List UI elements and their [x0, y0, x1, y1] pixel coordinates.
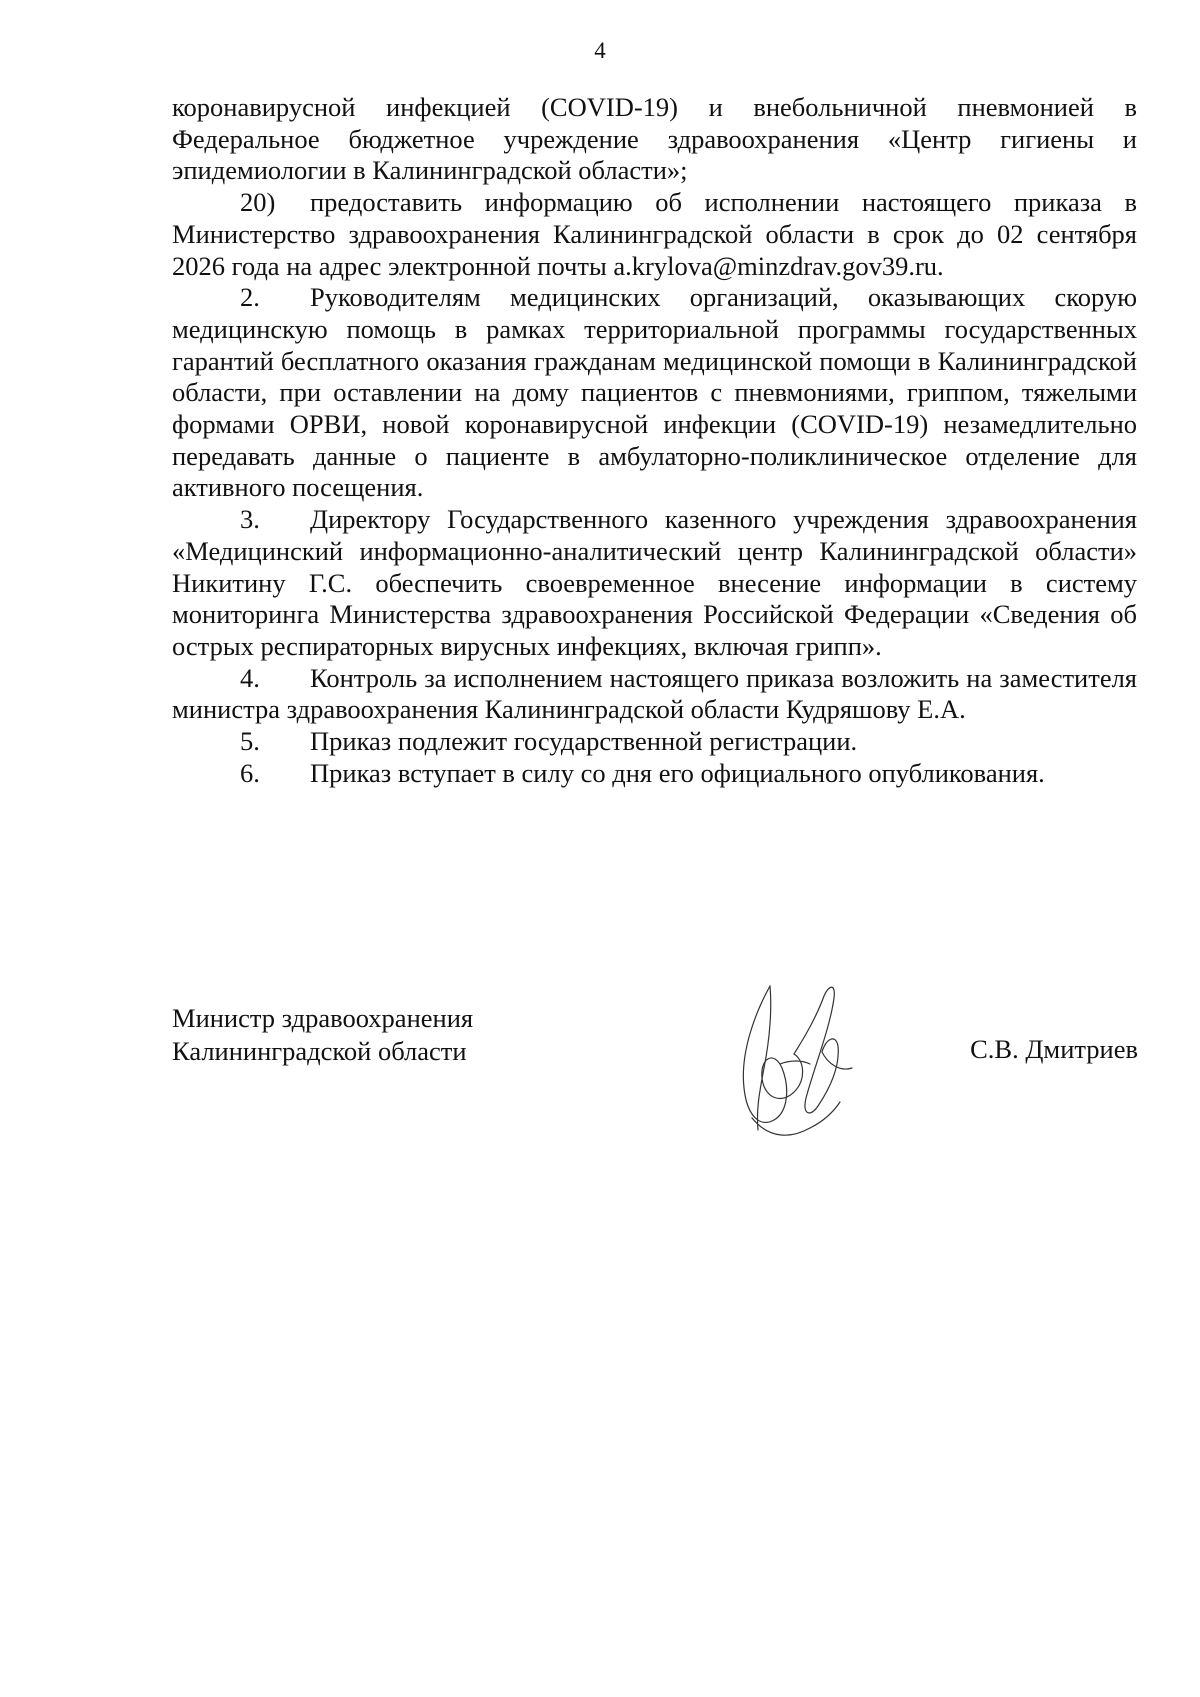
item-number: 20) — [240, 187, 276, 218]
paragraph-item-4 — [172, 663, 1137, 726]
signatory-title-line-2: Калининградской области — [172, 1036, 467, 1066]
paragraph-item-2 — [172, 282, 1137, 504]
paragraph-text: Контроль за исполнением настоящего приказа возложить на заместителя министра здравоохранения Калининградской области Кудряшову Е.А. — [172, 662, 1137, 725]
item-number: 2. — [240, 282, 260, 313]
item-number: 5. — [240, 726, 260, 757]
paragraph-item-3 — [172, 504, 1137, 663]
paragraph-item-6 — [172, 758, 1137, 790]
document-body — [172, 92, 1137, 789]
signatory-name: С.В. Дмитриев — [970, 1034, 1138, 1064]
item-number: 6. — [240, 757, 260, 788]
item-number: 4. — [240, 662, 260, 693]
paragraph-item-20 — [172, 187, 1137, 282]
page-number: 4 — [594, 38, 606, 63]
paragraph-text: Директору Государственного казенного учреждения здравоохранения «Медицинский информационно-аналитический центр Калининградской области» Никитину Г.С. обеспечить своевременное внесение информации в систему мониторинга Министерства здравоохранения Российской Федерации «Сведения об острых респираторных вирусных инфекциях, включая грипп». — [172, 504, 1137, 661]
paragraph-text: предоставить информацию об исполнении настоящего приказа в Министерство здравоохранения Калининградской области в срок до 02 сентября 2026 года на адрес электронной почты a.krylova@minzdrav.gov39.ru. — [172, 187, 1137, 281]
paragraph-item-5 — [172, 726, 1137, 758]
signatory-title-line-1: Министр здравоохранения — [172, 1003, 474, 1033]
signatory-title — [172, 1002, 473, 1068]
paragraph-continuation — [172, 92, 1137, 187]
paragraph-text: коронавирусной инфекцией (COVID-19) и внебольничной пневмонией в Федеральное бюджетное учреждение здравоохранения «Центр гигиены и эпидемиологии в Калининградской области»; — [172, 92, 1137, 186]
item-number: 3. — [240, 504, 260, 535]
paragraph-text: Приказ вступает в силу со дня его официального опубликования. — [310, 757, 1045, 788]
signature-icon — [730, 968, 870, 1143]
paragraph-text: Приказ подлежит государственной регистрации. — [310, 726, 858, 757]
paragraph-text: Руководителям медицинских организаций, оказывающих скорую медицинскую помощь в рамках территориальной программы государственных гарантий бесплатного оказания гражданам медицинской помощи в Калининградской области, при оставлении на дому пациентов с пневмониями, гриппом, тяжелыми формами ОРВИ, новой коронавирусной инфекции (COVID-19) незамедлительно передавать данные о пациенте в амбулаторно-поликлиническое отделение для активного посещения. — [172, 282, 1137, 503]
